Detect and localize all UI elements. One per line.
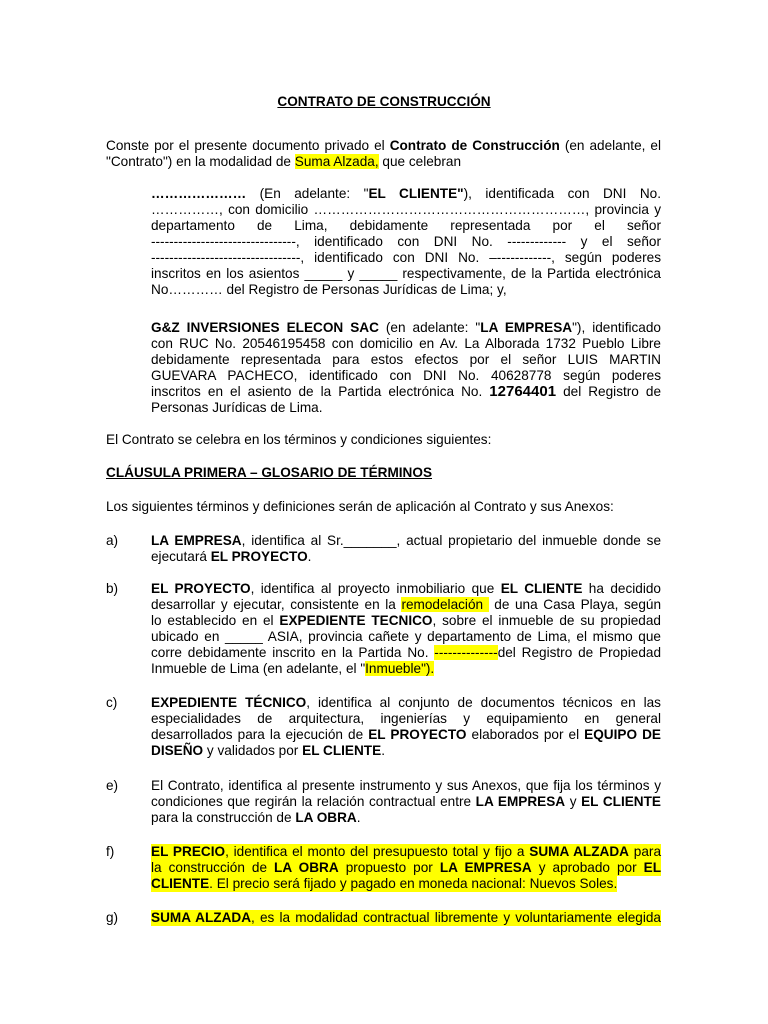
party2-line-6: Personas Jurídicas de Lima.	[151, 400, 323, 415]
item-e-line-2: condiciones que regirán la relación contractual entre LA EMPRESA y EL CLIENTE	[151, 794, 661, 809]
item-b-label: b)	[106, 581, 119, 596]
clause1-intro: Los siguientes términos y definiciones serán de aplicación al Contrato y sus Anexos:	[106, 499, 614, 514]
item-f-label: f)	[106, 844, 115, 859]
item-b-line-2: desarrollar y ejecutar, consistente en la remodelación de una Casa Playa, según	[151, 597, 662, 612]
item-c-line-1: EXPEDIENTE TÉCNICO, identifica al conjunto de documentos técnicos en las	[151, 695, 661, 710]
celebra-text: El Contrato se celebra en los términos y condiciones siguientes:	[106, 432, 492, 447]
item-b-line-6: Inmueble de Lima (en adelante, el "Inmueble").	[151, 661, 435, 676]
item-b-line-4: ubicado en _____ ASIA, provincia cañete y departamento de Lima, el mismo que	[151, 629, 661, 644]
intro-line-2: "Contrato") en la modalidad de Suma Alzada, que celebran	[106, 154, 462, 169]
party2-line-5: inscritos en el asiento de la Partida electrónica No. 12764401 del Registro de	[151, 383, 662, 400]
item-c-line-2: especialidades de arquitectura, ingenierías y equipamiento en general	[151, 711, 661, 726]
party2-line-4: GUEVARA PACHECO, identificado con DNI No. 40628778 según poderes	[151, 368, 661, 383]
party2-line-3: debidamente representada para estos efectos por el señor LUIS MARTIN	[151, 352, 661, 367]
item-a-line-2: ejecutará EL PROYECTO.	[151, 549, 312, 564]
party1-line-5: ---------------------------------, identificado con DNI No. –------------, según poderes	[151, 250, 661, 265]
party1-line-4: --------------------------------, identificado con DNI No. ------------- y el señor	[151, 234, 661, 249]
item-c-line-3: desarrollados para la ejecución de EL PROYECTO elaborados por el EQUIPO DE	[151, 727, 661, 742]
item-b-line-3: lo establecido en el EXPEDIENTE TECNICO, sobre el inmueble de su propiedad	[151, 613, 661, 628]
party1-line-6: inscritos en los asientos _____ y _____ respectivamente, de la Partida electrónica	[151, 266, 661, 281]
item-g-line-1: SUMA ALZADA, es la modalidad contractual libremente y voluntariamente elegida	[151, 910, 661, 925]
item-f-line-1: EL PRECIO, identifica el monto del presupuesto total y fijo a SUMA ALZADA para	[151, 844, 662, 859]
party2-line-1: G&Z INVERSIONES ELECON SAC (en adelante: "LA EMPRESA"), identificado	[151, 320, 661, 335]
item-c-label: c)	[106, 695, 118, 710]
party2-line-2: con RUC No. 20546195458 con domicilio en Av. La Alborada 1732 Pueblo Libre	[151, 336, 661, 351]
item-a-label: a)	[106, 533, 119, 548]
item-f-line-2: la construcción de LA OBRA propuesto por LA EMPRESA y aprobado por EL	[151, 860, 662, 875]
party1-line-3: departamento de Lima, debidamente representada por el señor	[151, 218, 661, 233]
item-f-line-3: CLIENTE. El precio será fijado y pagado en moneda nacional: Nuevos Soles.	[151, 876, 618, 891]
intro-line-1: Conste por el presente documento privado el Contrato de Construcción (en adelante, el	[106, 138, 661, 153]
party1-line-7: No………… del Registro de Personas Jurídicas de Lima; y,	[151, 282, 507, 297]
item-e-line-3: para la construcción de LA OBRA.	[151, 810, 361, 825]
item-e-label: e)	[106, 778, 119, 793]
party1-line-2: ……………, con domicilio ……………………………………………………, provincia y	[151, 202, 661, 217]
item-b-line-1: EL PROYECTO, identifica al proyecto inmobiliario que EL CLIENTE ha decidido	[151, 581, 661, 596]
item-g-label: g)	[106, 910, 119, 925]
item-c-line-4: DISEÑO y validados por EL CLIENTE.	[151, 743, 385, 758]
party1-line-1: ………………… (En adelante: "EL CLIENTE"), identificada con DNI No.	[151, 186, 662, 201]
item-a-line-1: LA EMPRESA, identifica al Sr._______, actual propietario del inmueble donde se	[151, 533, 661, 548]
clause1-heading: CLÁUSULA PRIMERA – GLOSARIO DE TÉRMINOS	[106, 465, 433, 480]
item-e-line-1: El Contrato, identifica al presente instrumento y sus Anexos, que fija los términos y	[151, 778, 661, 793]
item-b-line-5: corre debidamente inscrito en la Partida No. --------------del Registro de Propiedad	[151, 645, 661, 660]
document-title: CONTRATO DE CONSTRUCCIÓN	[277, 94, 491, 109]
